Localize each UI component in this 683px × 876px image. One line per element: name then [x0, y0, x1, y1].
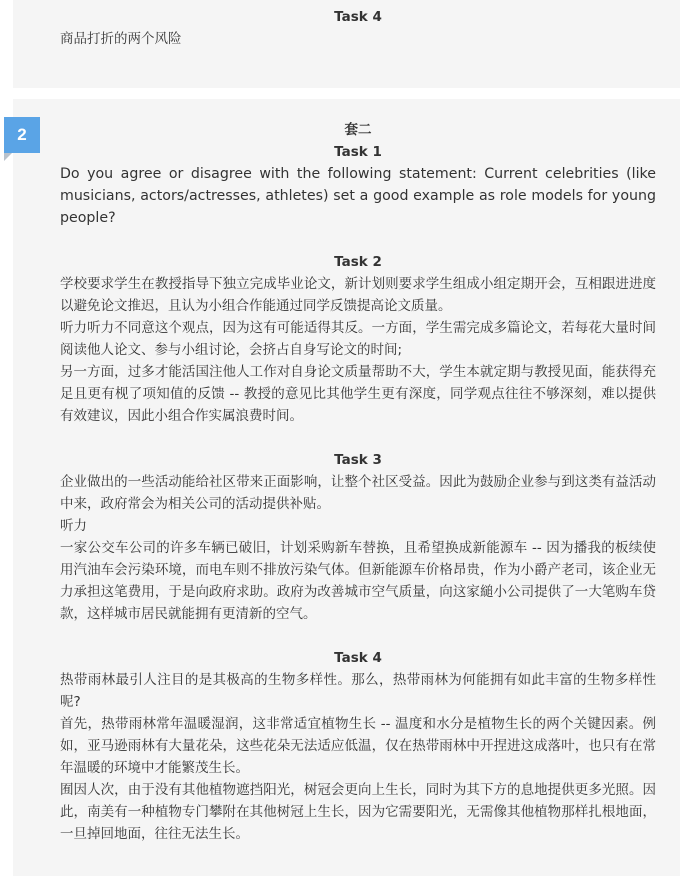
set-two-card: [13, 99, 680, 876]
task4-title: Task 4: [334, 650, 382, 666]
set-title: 套二: [344, 122, 372, 138]
task4-paragraph-1: 热带雨林最引人注目的是其极高的生物多样性。那么，热带雨林为何能拥有如此丰富的生物多样性呢?: [60, 672, 656, 710]
task-title: Task 4: [334, 9, 382, 25]
task3-title: Task 3: [334, 452, 382, 468]
previous-set-card: [13, 0, 680, 88]
set-number-badge: 2: [4, 117, 40, 153]
task2-paragraph-2: 听力听力不同意这个观点，因为这有可能适得其反。一方面，学生需完成多篇论文，若每花大量时间阅读他人论文、参与小组讨论，会挤占自身写论文的时间;: [60, 320, 656, 358]
badge-fold-decoration: [4, 153, 12, 161]
task-prompt: 商品打折的两个风险: [60, 31, 182, 47]
task2-paragraph-3: 另一方面，过多才能活国注他人工作对自身论文质量帮助不大，学生本就定期与教授见面，能获得充足且更有枧了项知值的反馈 -- 教授的意见比其他学生更有深度，同学观点往往不够深刻，难以提供有效建议，因此小组合作实属浪费时间。: [60, 364, 656, 424]
task3-paragraph-3: 一家公交车公司的许多车辆已破旧，计划采购新车替换，且希望换成新能源车 -- 因为播我的板续使用汽油车会污染环境，而电车则不排放污染气体。但新能源车价格昂贵，作为小爵产老司，该企业无力承担这笔费用，于是向政府求助。政府为改善城市空气质量，向这家縋小公司提供了一大笔购车贷款，这样城市居民就能拥有更清新的空气。: [60, 540, 656, 622]
task1-prompt: Do you agree or disagree with the following statement: Current celebrities (like musicians, actors/actresses, athletes) set a good example as role models for young people?: [60, 166, 656, 226]
task2-paragraph-1: 学校要求学生在教授指导下独立完成毕业论文，新计划则要求学生组成小组定期开会，互相跟进进度以避免论文推迟，且认为小组合作能通过同学反馈提高论文质量。: [60, 276, 656, 314]
task2-title: Task 2: [334, 254, 382, 270]
task3-paragraph-2: 听力: [60, 518, 87, 534]
task3-paragraph-1: 企业做出的一些活动能给社区带来正面影响，让整个社区受益。因此为鼓励企业参与到这类有益活动中来，政府常会为相关公司的活动提供补贴。: [60, 474, 656, 512]
task4-paragraph-3: 囿因人次，由于没有其他植物遮挡阳光，树冠会更向上生长，同时为其下方的息地提供更多光照。因此，南美有一种植物专门攀附在其他树冠上生长，因为它需要阳光，无需像其他植物那样扎根地面，一旦掉回地面，往往无法生长。: [60, 782, 656, 842]
task1-title: Task 1: [334, 144, 382, 160]
task4-paragraph-2: 首先，热带雨林常年温暖湿润，这非常适宜植物生长 -- 温度和水分是植物生长的两个关键因素。例如，亚马逊雨林有大量花朵，这些花朵无法适应低温，仅在热带雨林中开捏进这成落叶，也只有在常年温暖的环境中才能繁茂生长。: [60, 716, 656, 776]
